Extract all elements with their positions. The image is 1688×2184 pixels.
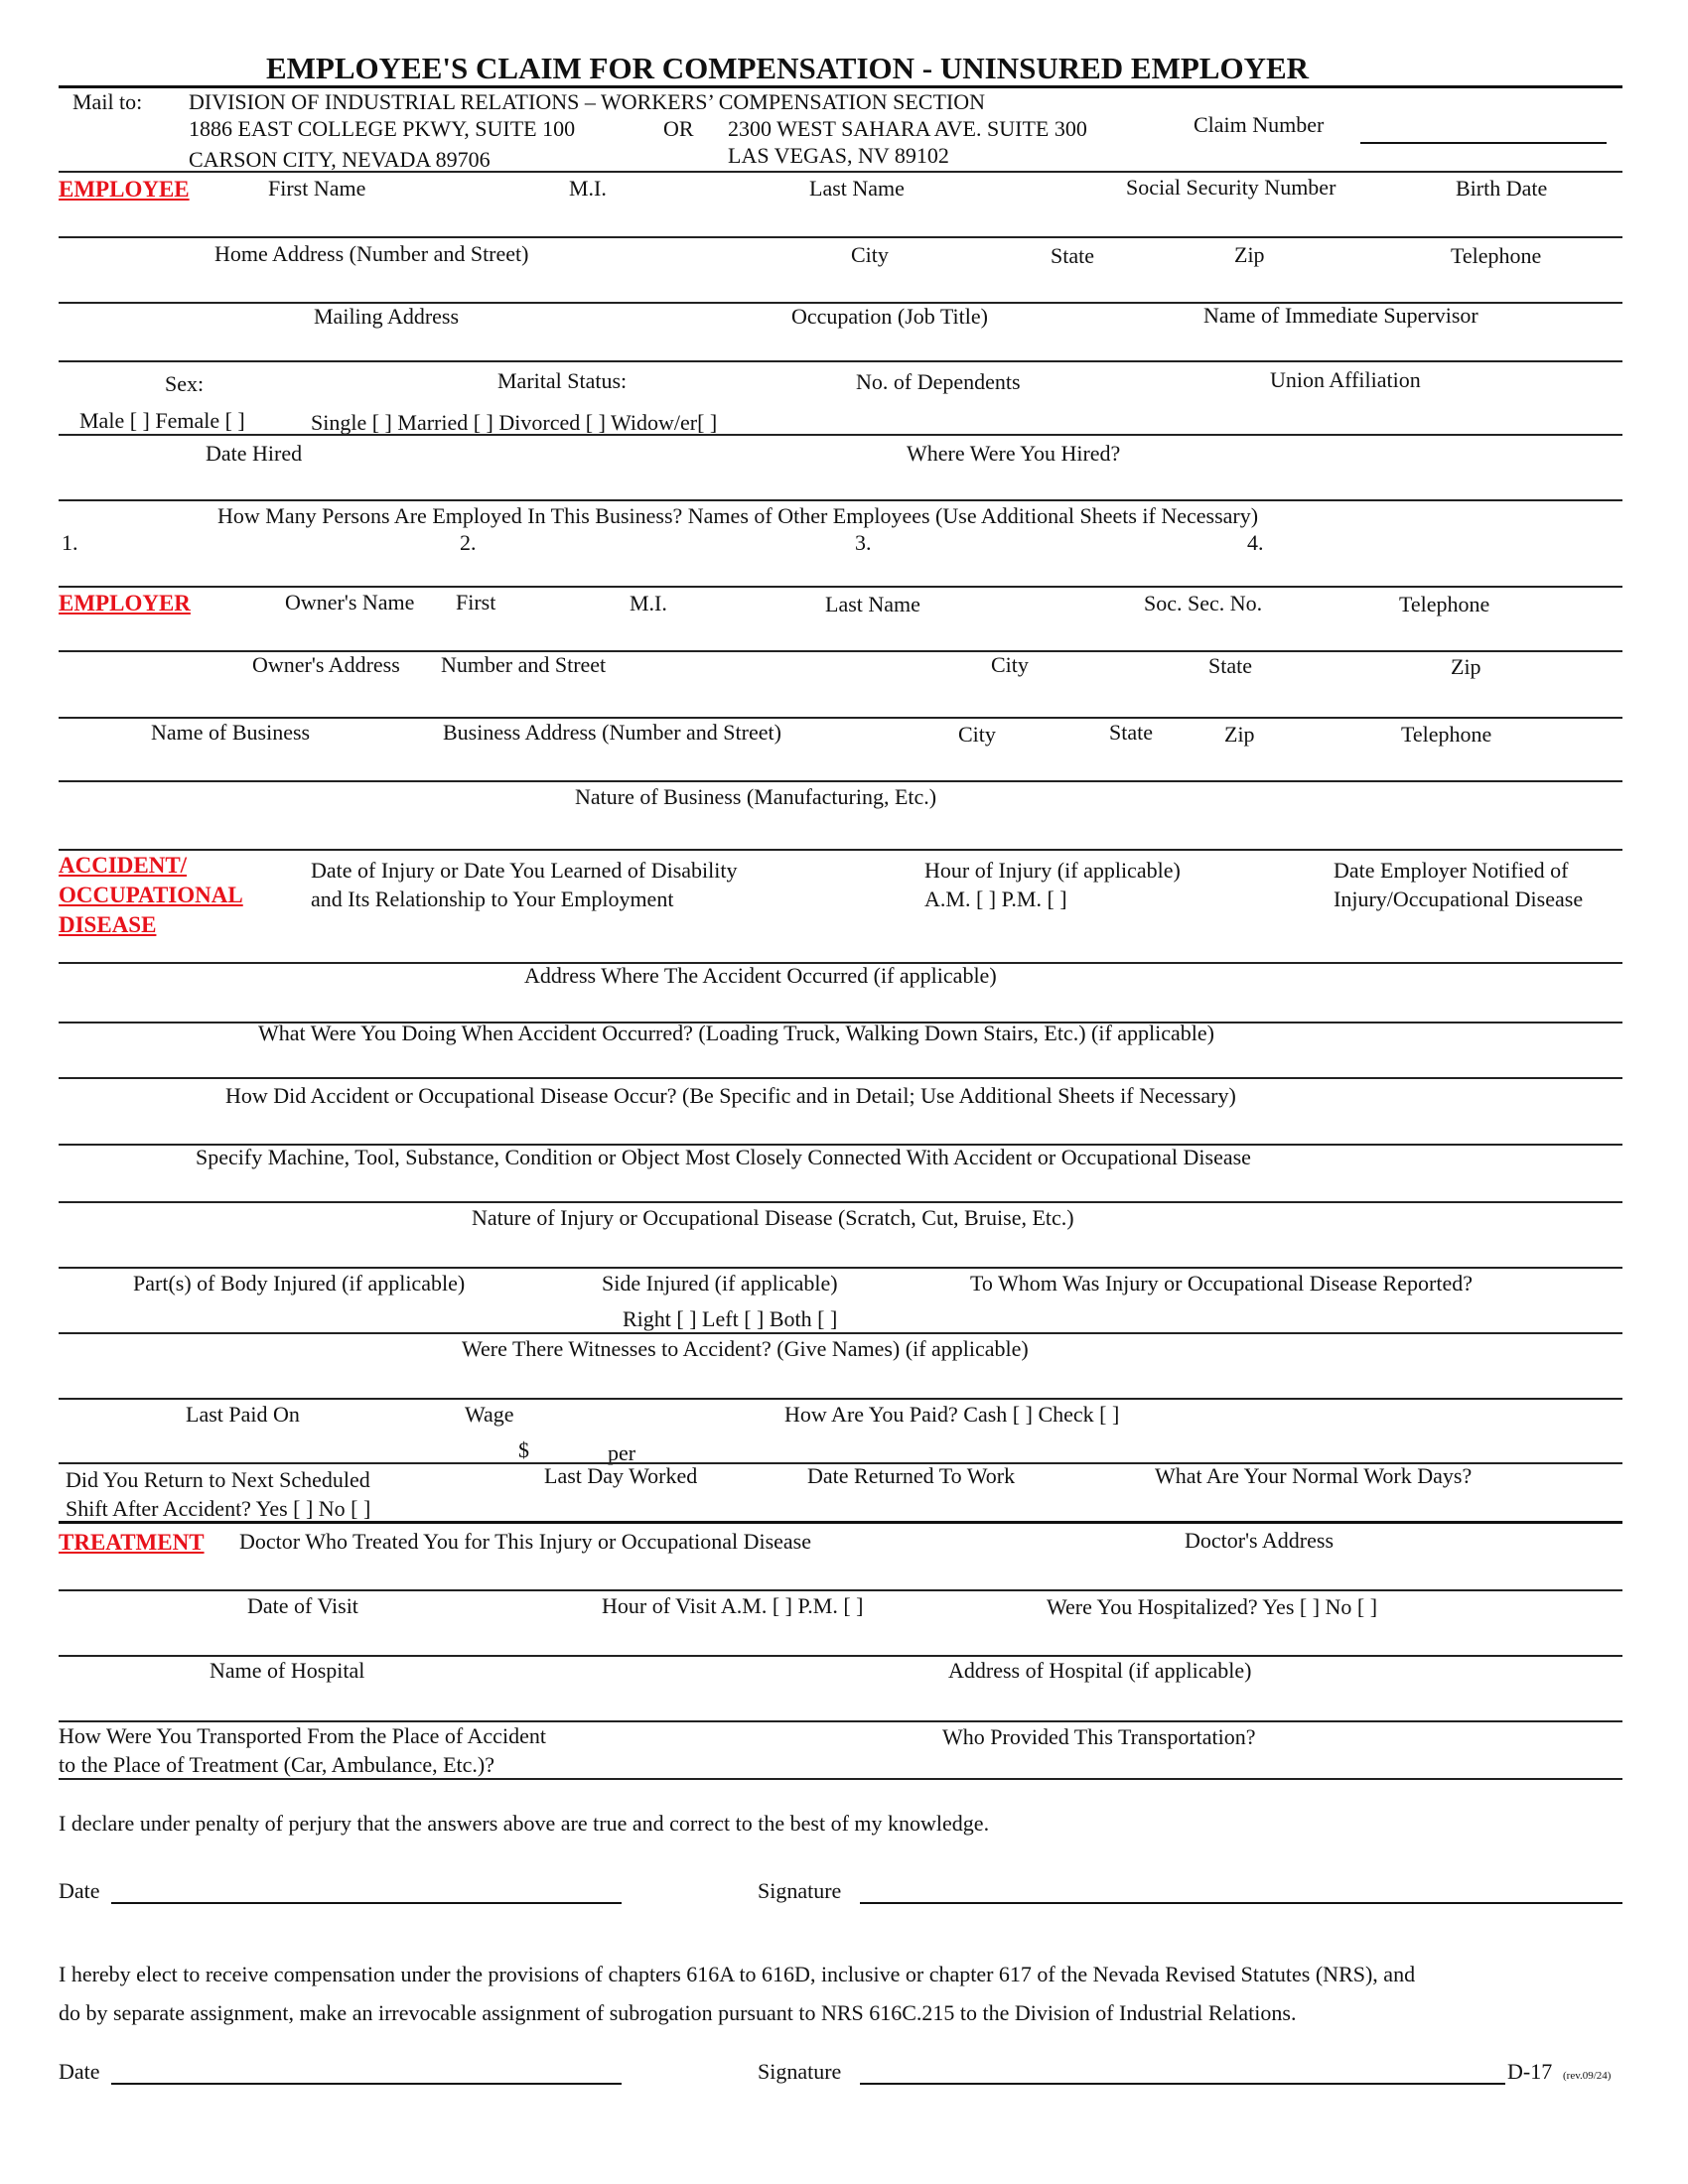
- employee-state-label: State: [1051, 243, 1094, 268]
- business-address-label: Business Address (Number and Street): [443, 720, 781, 745]
- form-code: D-17: [1507, 2059, 1553, 2084]
- employee-birth-date-label: Birth Date: [1456, 176, 1548, 201]
- business-telephone-label: Telephone: [1401, 722, 1492, 747]
- signature-label: Signature: [758, 1878, 842, 1903]
- owner-state-label: State: [1208, 653, 1252, 678]
- hour-visit-label[interactable]: Hour of Visit A.M. [ ] P.M. [ ]: [602, 1593, 864, 1618]
- how-occur-label: How Did Accident or Occupational Disease Occur? (Be Specific and in Detail; Use Additional Sheets if Necessary): [225, 1083, 1236, 1108]
- date-visit-label: Date of Visit: [247, 1593, 358, 1618]
- side-checkboxes[interactable]: Right [ ] Left [ ] Both [ ]: [623, 1306, 838, 1331]
- transport-who-label: Who Provided This Transportation?: [942, 1724, 1256, 1749]
- hour-injury-label: Hour of Injury (if applicable): [924, 858, 1181, 883]
- owner-ssn-label: Soc. Sec. No.: [1144, 591, 1263, 615]
- last-day-worked-label: Last Day Worked: [544, 1463, 698, 1488]
- dependents-label: No. of Dependents: [856, 369, 1021, 394]
- business-city-label: City: [958, 722, 996, 747]
- reported-to-label: To Whom Was Injury or Occupational Disease Reported?: [970, 1271, 1474, 1296]
- employee-name-field[interactable]: [59, 236, 1622, 238]
- address-carson-line2: CARSON CITY, NEVADA 89706: [189, 147, 491, 172]
- accident-address-label: Address Where The Accident Occurred (if applicable): [524, 963, 997, 988]
- witnesses-field[interactable]: [59, 1398, 1622, 1400]
- hospitalized-label[interactable]: Were You Hospitalized? Yes [ ] No [ ]: [1047, 1594, 1378, 1619]
- union-label: Union Affiliation: [1270, 367, 1421, 392]
- signature-field[interactable]: [860, 1902, 1622, 1904]
- wage-dollar: $: [518, 1437, 529, 1462]
- address-vegas-line2: LAS VEGAS, NV 89102: [728, 143, 949, 168]
- form-title: EMPLOYEE'S CLAIM FOR COMPENSATION - UNINSURED EMPLOYER: [266, 51, 1310, 85]
- divider: [59, 434, 1622, 436]
- owner-address-label: Owner's Address: [252, 652, 400, 677]
- witnesses-label: Were There Witnesses to Accident? (Give Names) (if applicable): [462, 1336, 1029, 1361]
- nature-injury-label: Nature of Injury or Occupational Disease (Scratch, Cut, Bruise, Etc.): [472, 1205, 1074, 1230]
- marital-status-label: Marital Status:: [497, 368, 628, 393]
- owner-number-street-label: Number and Street: [441, 652, 607, 677]
- employer-notified-label-1: Date Employer Notified of: [1334, 858, 1569, 883]
- nature-business-field[interactable]: [59, 849, 1622, 851]
- marital-checkboxes[interactable]: Single [ ] Married [ ] Divorced [ ] Widow/er[ ]: [311, 410, 718, 435]
- machine-field[interactable]: [59, 1201, 1622, 1203]
- transport-label-2: to the Place of Treatment (Car, Ambulance, Etc.)?: [59, 1752, 494, 1777]
- last-paid-label: Last Paid On: [186, 1402, 300, 1427]
- owner-name-label: Owner's Name: [285, 590, 415, 614]
- accident-section-header-1: ACCIDENT/: [59, 853, 188, 878]
- work-days-label: What Are Your Normal Work Days?: [1155, 1463, 1473, 1488]
- employee-number-1: 1.: [62, 530, 78, 555]
- nature-injury-field[interactable]: [59, 1267, 1622, 1269]
- employee-zip-label: Zip: [1234, 242, 1265, 267]
- business-zip-label: Zip: [1224, 722, 1255, 747]
- other-employees-field[interactable]: [59, 586, 1622, 588]
- where-hired-label: Where Were You Hired?: [907, 441, 1121, 466]
- owner-first-label: First: [456, 590, 496, 614]
- owner-mi-label: M.I.: [630, 591, 667, 615]
- business-state-label: State: [1109, 720, 1153, 745]
- divider: [59, 171, 1622, 173]
- employee-last-name-label: Last Name: [809, 176, 905, 201]
- return-shift-label-1: Did You Return to Next Scheduled: [66, 1467, 370, 1492]
- divider: [59, 1521, 1622, 1524]
- hospital-field[interactable]: [59, 1720, 1622, 1722]
- date-label-2: Date: [59, 2059, 100, 2084]
- how-paid-checkboxes[interactable]: How Are You Paid? Cash [ ] Check [ ]: [784, 1402, 1120, 1427]
- other-employees-label: How Many Persons Are Employed In This Business? Names of Other Employees (Use Additional Sheets if Necessary): [217, 503, 1259, 528]
- address-vegas-line1: 2300 WEST SAHARA AVE. SUITE 300: [728, 116, 1087, 141]
- nature-business-label: Nature of Business (Manufacturing, Etc.): [575, 784, 937, 809]
- address-carson-line1: 1886 EAST COLLEGE PKWY, SUITE 100: [189, 116, 576, 141]
- election-text-line2: do by separate assignment, make an irrevocable assignment of subrogation pursuant to NRS 616C.215 to the Division of Industrial Relations.: [59, 2000, 1297, 2025]
- side-injured-label: Side Injured (if applicable): [602, 1271, 838, 1296]
- signature-label-2: Signature: [758, 2059, 842, 2084]
- employer-section-header: EMPLOYER: [59, 591, 191, 615]
- sex-label: Sex:: [165, 371, 205, 396]
- date-injury-label-1: Date of Injury or Date You Learned of Disability: [311, 858, 738, 883]
- perjury-declaration: I declare under penalty of perjury that the answers above are true and correct to the best of my knowledge.: [59, 1811, 990, 1836]
- body-parts-field[interactable]: [59, 1332, 1622, 1334]
- signature-field-2[interactable]: [860, 2083, 1505, 2085]
- employer-notified-label-2: Injury/Occupational Disease: [1334, 887, 1584, 911]
- employee-mi-label: M.I.: [569, 176, 607, 201]
- machine-label: Specify Machine, Tool, Substance, Condition or Object Most Closely Connected With Accident or Occupational Disease: [196, 1145, 1251, 1169]
- claim-number-field[interactable]: [1360, 142, 1607, 144]
- or-separator: OR: [663, 116, 694, 141]
- date-hired-label: Date Hired: [206, 441, 303, 466]
- owner-city-label: City: [991, 652, 1029, 677]
- hospital-name-label: Name of Hospital: [210, 1658, 365, 1683]
- date-returned-label: Date Returned To Work: [807, 1463, 1016, 1488]
- accident-section-header-3: DISEASE: [59, 912, 157, 937]
- return-shift-label-2[interactable]: Shift After Accident? Yes [ ] No [ ]: [66, 1496, 371, 1521]
- transport-field[interactable]: [59, 1778, 1622, 1780]
- employee-first-name-label: First Name: [268, 176, 366, 201]
- wage-per: per: [608, 1440, 636, 1465]
- owner-address-field[interactable]: [59, 717, 1622, 719]
- doctor-field[interactable]: [59, 1589, 1622, 1591]
- treatment-section-header: TREATMENT: [59, 1530, 205, 1555]
- employee-number-3: 3.: [855, 530, 872, 555]
- doing-label: What Were You Doing When Accident Occurred? (Loading Truck, Walking Down Stairs, Etc.) (if applicable): [258, 1021, 1215, 1045]
- employee-section-header: EMPLOYEE: [59, 177, 190, 202]
- title-rule: [59, 85, 1622, 88]
- claim-number-label: Claim Number: [1194, 112, 1325, 137]
- employee-number-2: 2.: [460, 530, 477, 555]
- sex-checkboxes[interactable]: Male [ ] Female [ ]: [79, 408, 245, 433]
- date-injury-label-2: and Its Relationship to Your Employment: [311, 887, 674, 911]
- body-parts-label: Part(s) of Body Injured (if applicable): [133, 1271, 466, 1296]
- election-text-line1: I hereby elect to receive compensation under the provisions of chapters 616A to 616D, inclusive or chapter 617 of the Nevada Revised Statutes (NRS), and: [59, 1962, 1416, 1986]
- hospital-address-label: Address of Hospital (if applicable): [948, 1658, 1252, 1683]
- occupation-label: Occupation (Job Title): [791, 304, 988, 329]
- date-label: Date: [59, 1878, 100, 1903]
- date-visit-field[interactable]: [59, 1655, 1622, 1657]
- wage-label: Wage: [465, 1402, 514, 1427]
- business-field[interactable]: [59, 780, 1622, 782]
- transport-label-1: How Were You Transported From the Place of Accident: [59, 1723, 546, 1748]
- business-name-label: Name of Business: [151, 720, 311, 745]
- division-name: DIVISION OF INDUSTRIAL RELATIONS – WORKERS’ COMPENSATION SECTION: [189, 89, 985, 114]
- employee-ssn-label: Social Security Number: [1126, 175, 1336, 200]
- revision-date: (rev.09/24): [1563, 2070, 1612, 2082]
- owner-zip-label: Zip: [1451, 654, 1481, 679]
- date-field-2[interactable]: [111, 2083, 622, 2085]
- doing-field[interactable]: [59, 1077, 1622, 1079]
- mailing-address-label: Mailing Address: [314, 304, 460, 329]
- employee-city-label: City: [851, 242, 889, 267]
- date-hired-field[interactable]: [59, 499, 1622, 501]
- date-field[interactable]: [111, 1902, 622, 1904]
- mail-to-label: Mail to:: [72, 89, 143, 114]
- employee-telephone-label: Telephone: [1451, 243, 1542, 268]
- home-address-label: Home Address (Number and Street): [214, 241, 529, 266]
- supervisor-label: Name of Immediate Supervisor: [1203, 303, 1478, 328]
- mailing-address-field[interactable]: [59, 360, 1622, 362]
- doctor-address-label: Doctor's Address: [1185, 1528, 1335, 1553]
- owner-telephone-label: Telephone: [1399, 592, 1490, 616]
- employee-number-4: 4.: [1247, 530, 1264, 555]
- owner-last-name-label: Last Name: [825, 592, 920, 616]
- hour-injury-ampm[interactable]: A.M. [ ] P.M. [ ]: [924, 887, 1067, 911]
- accident-section-header-2: OCCUPATIONAL: [59, 883, 243, 907]
- doctor-label: Doctor Who Treated You for This Injury or Occupational Disease: [239, 1529, 811, 1554]
